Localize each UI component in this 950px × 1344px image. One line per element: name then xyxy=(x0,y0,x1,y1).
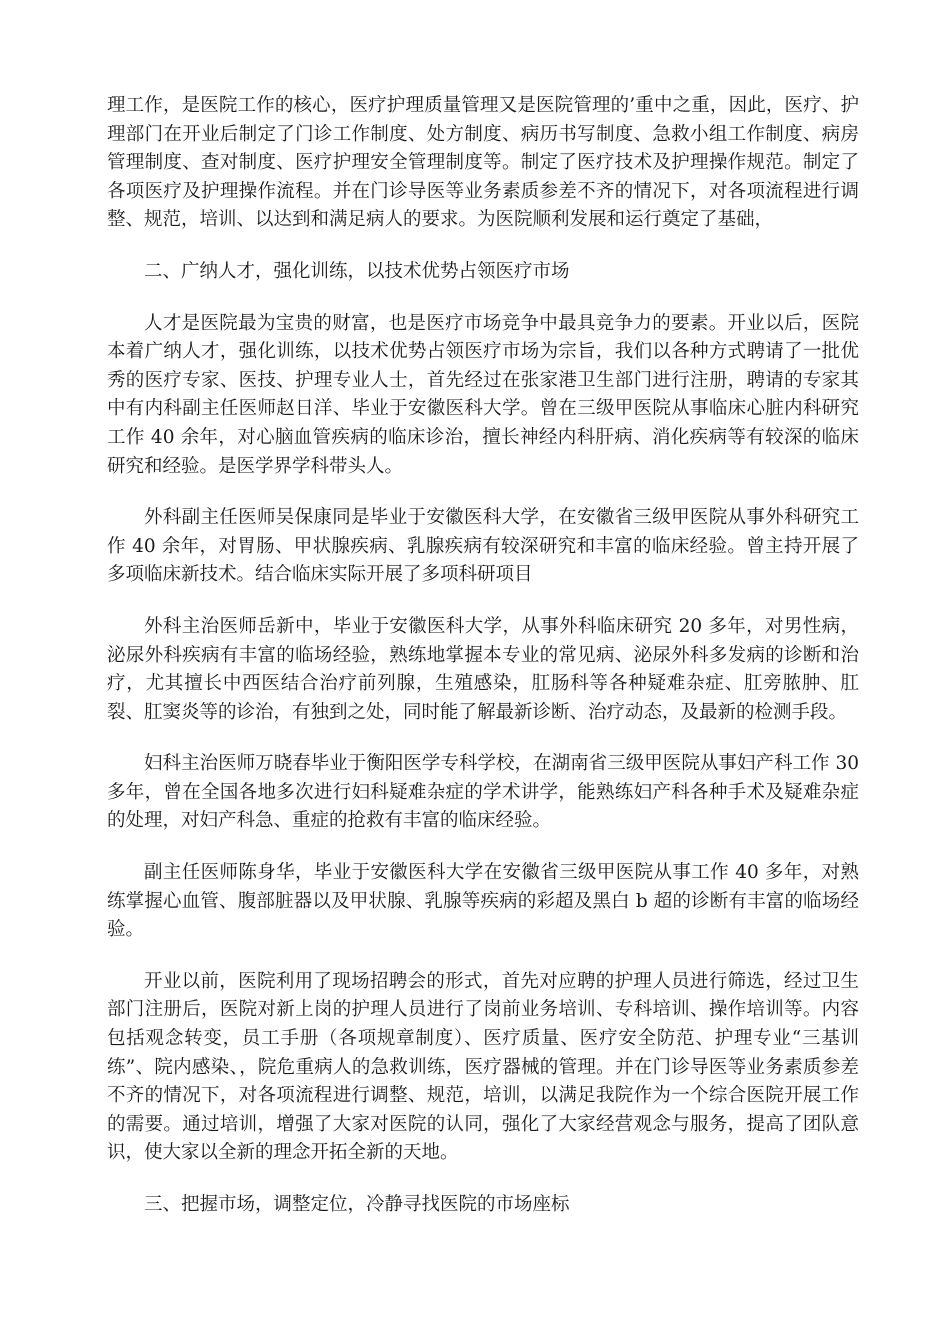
paragraph-surgeon-wu: 外科副主任医师吴保康同是毕业于安徽医科大学，在安徽省三级甲医院从事外科研究工作 40 余年，对胃肠、甲状腺疾病、乳腺疾病有较深研究和丰富的临床经验。曾主持开展了多项临床新技术。结合临床实际开展了多项科研项目 xyxy=(107,507,859,586)
paragraph-gynecologist-wan: 妇科主治医师万晓春毕业于衡阳医学专科学校，在湖南省三级甲医院从事妇产科工作 30 多年，曾在全国各地多次进行妇科疑难杂症的学术讲学，能熟练妇产科各种手术及疑难杂症的处理，对妇产科急、重症的抢救有丰富的临床经验。 xyxy=(107,753,859,832)
paragraph-surgeon-yue: 外科主治医师岳新中，毕业于安徽医科大学，从事外科临床研究 20 多年，对男性病，泌尿外科疾病有丰富的临场经验，熟练地掌握本专业的常见病、泌尿外科多发病的诊断和治疗，尤其擅长中西医结合治疗前列腺，生殖感染，肛肠科等各种疑难杂症、肛旁脓肿、肛裂、肛窦炎等的诊治，有独到之处，同时能了解最新诊断、治疗动态，及最新的检测手段。 xyxy=(107,615,859,723)
paragraph-physician-chen: 副主任医师陈身华，毕业于安徽医科大学在安徽省三级甲医院从事工作 40 多年，对熟练掌握心血管、腹部脏器以及甲状腺、乳腺等疾病的彩超及黑白 b 超的诊断有丰富的临场经验。 xyxy=(107,862,859,941)
paragraph-training: 开业以前，医院利用了现场招聘会的形式，首先对应聘的护理人员进行筛选，经过卫生部门注册后，医院对新上岗的护理人员进行了岗前业务培训、专科培训、操作培训等。内容包括观念转变，员工手册（各项规章制度）、医疗质量、医疗安全防范、护理专业“三基训练”、院内感染、，院危重病人的急救训练，医疗器械的管理。并在门诊导医等业务素质参差不齐的情况下，对各项流程进行调整、规范，培训，以满足我院作为一个综合医院开展工作的需要。通过培训，增强了大家对医院的认同，强化了大家经营观念与服务，提高了团队意识，使大家以全新的理念开拓全新的天地。 xyxy=(107,970,859,1164)
paragraph-talent: 人才是医院最为宝贵的财富，也是医疗市场竞争中最具竞争力的要素。开业以后，医院本着广纳人才，强化训练，以技术优势占领医疗市场为宗旨，我们以各种方式聘请了一批优秀的医疗专家、医技、护理专业人士，首先经过在张家港卫生部门进行注册，聘请的专家其中有内科副主任医师赵日洋、毕业于安徽医科大学。曾在三级甲医院从事临床心脏内科研究工作 40 余年，对心脑血管疾病的临床诊治，擅长神经内科肝病、消化疾病等有较深的临床研究和经验。是医学界学科带头人。 xyxy=(107,312,859,477)
document-page xyxy=(107,92,859,1243)
paragraph-continuation: 理工作，是医院工作的核心，医疗护理质量管理又是医院管理的’重中之重，因此，医疗、护理部门在开业后制定了门诊工作制度、处方制度、病历书写制度、急救小组工作制度、病房管理制度、查对制度、医疗护理安全管理制度等。制定了医疗技术及护理操作规范。制定了各项医疗及护理操作流程。并在门诊导医等业务素质参差不齐的情况下，对各项流程进行调整、规范，培训、以达到和满足病人的要求。为医院顺利发展和运行奠定了基础， xyxy=(107,95,859,231)
section-heading-2: 二、广纳人才，强化训练，以技术优势占领医疗市场 xyxy=(144,260,570,282)
section-heading-3: 三、把握市场，调整定位，冷静寻找医院的市场座标 xyxy=(144,1194,570,1215)
